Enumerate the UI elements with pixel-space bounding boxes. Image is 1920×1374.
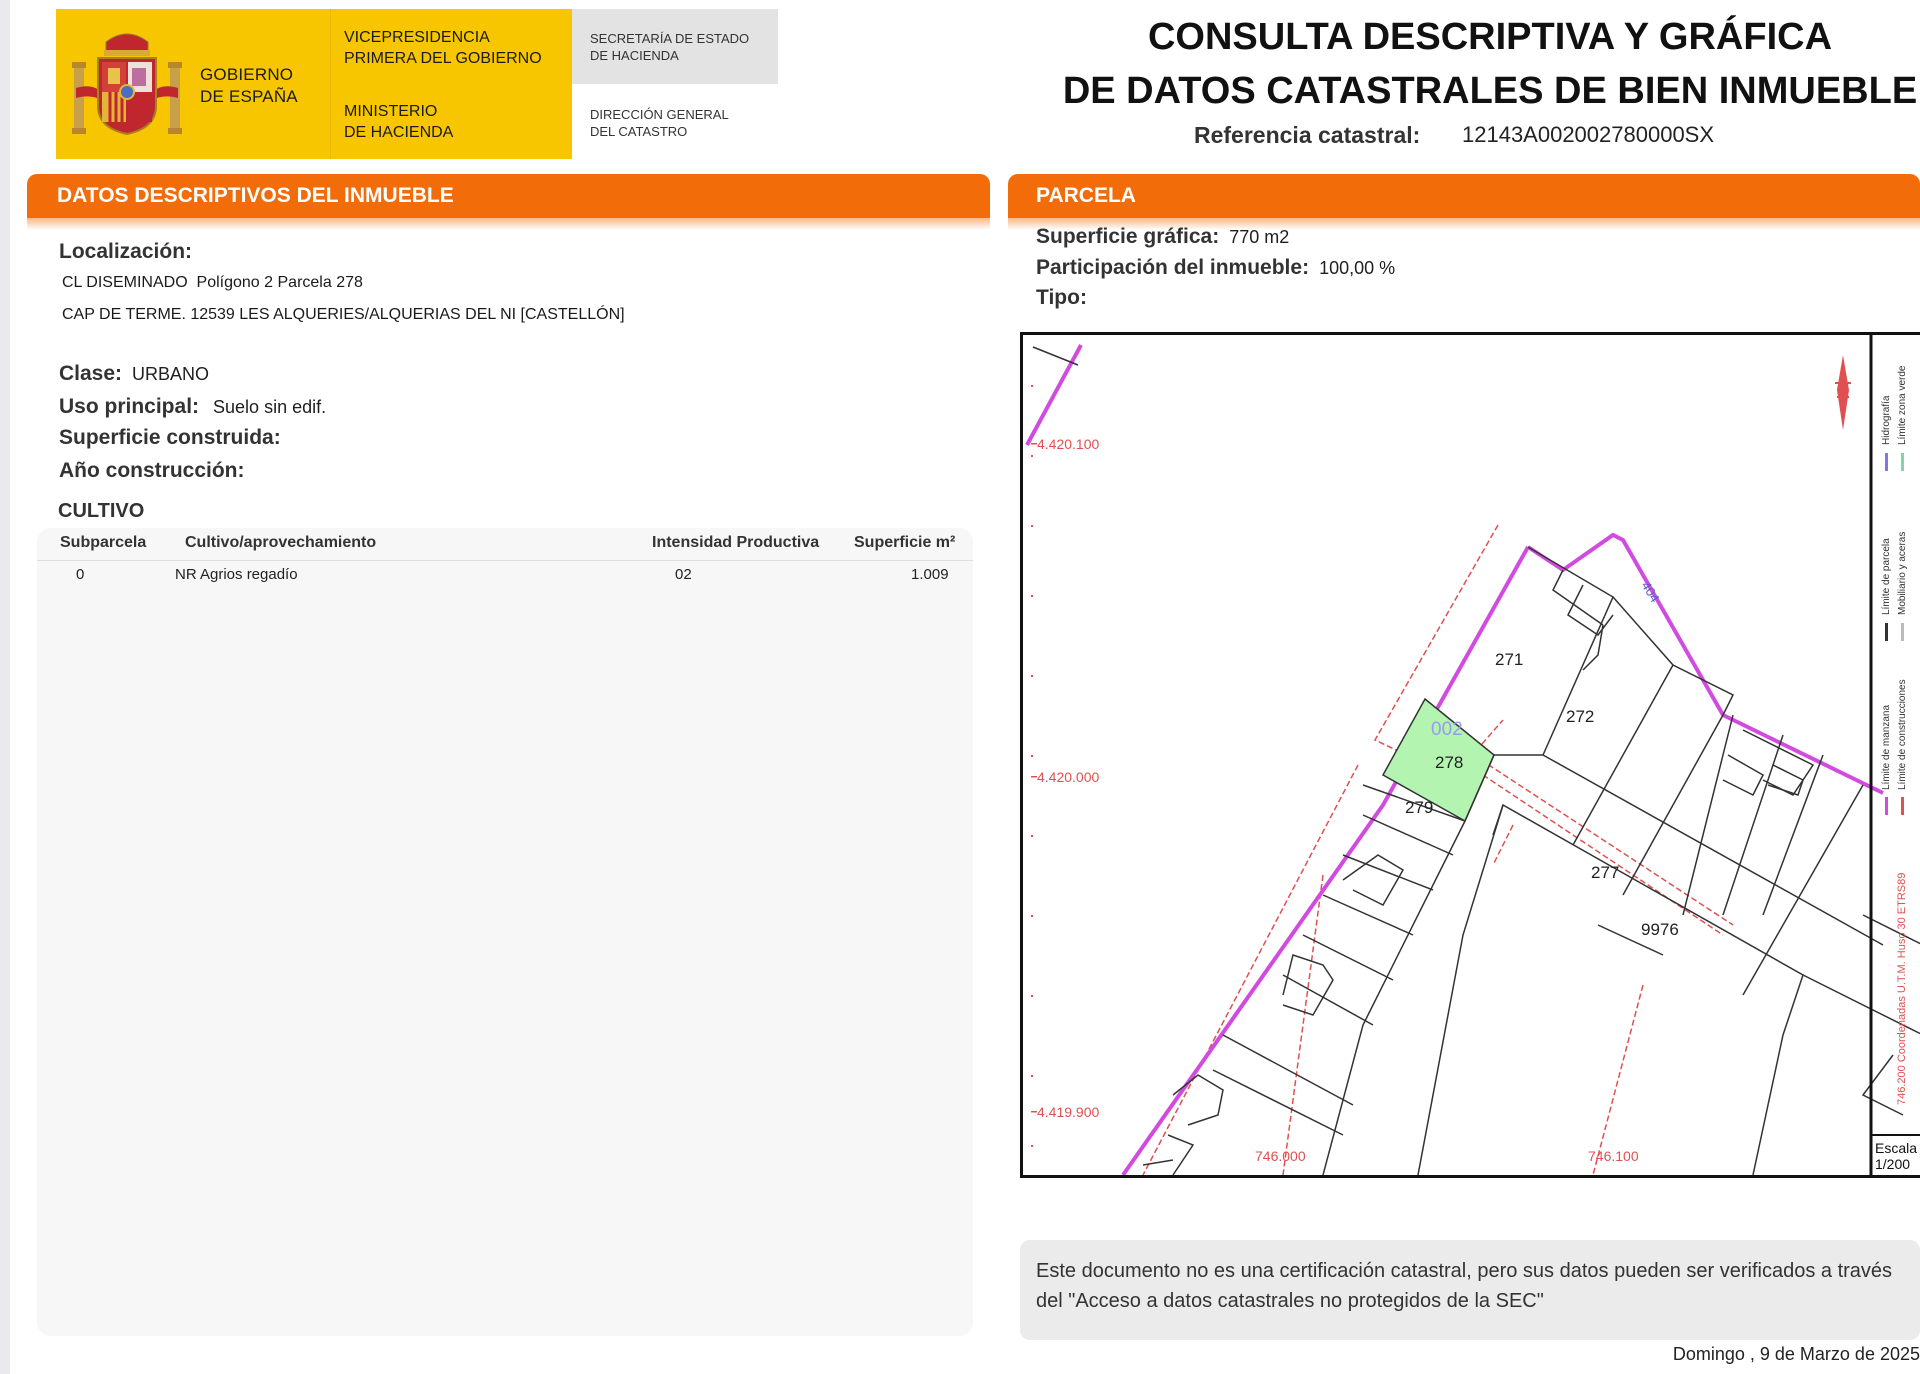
section-bar-shadow	[27, 218, 990, 230]
table-header-cultivo: Cultivo/aprovechamiento	[185, 534, 377, 551]
parcel-label-271: 271	[1495, 650, 1524, 669]
map-grid-ticks	[1031, 385, 1033, 1147]
tipo-row	[1036, 286, 1087, 310]
ministerio-text: MINISTERIO DE HACIENDA	[344, 103, 454, 141]
cadastral-map-drawing	[1023, 335, 1920, 1175]
anio-construccion-row	[59, 459, 245, 483]
localizacion-line-2: CAP DE TERME. 12539 LES ALQUERIES/ALQUERIAS DEL NI [CASTELLÓN]	[62, 306, 625, 323]
superficie-construida-row	[59, 426, 281, 450]
table-cell-cultivo: NR Agrios regadío	[175, 566, 298, 583]
superficie-grafica-row	[1036, 225, 1289, 249]
legend-zona-verde: Límite zona verde	[1897, 365, 1908, 445]
table-header-subparcela: Subparcela	[60, 534, 147, 551]
gobierno-de-espana-text: GOBIERNO DE ESPAÑA	[200, 65, 298, 106]
tipo-label: Tipo:	[1036, 286, 1087, 309]
legend-hidrografia: Hidrografía	[1881, 395, 1892, 445]
verification-note: Este documento no es una certificación catastral, pero sus datos pueden ser verificados a través del "Acceso a datos catastrales no protegidos de la SEC"	[1020, 1240, 1920, 1340]
superficie-construida-label: Superficie construida:	[59, 426, 281, 449]
cultivo-title: CULTIVO	[58, 500, 145, 522]
participacion-value: 100,00 %	[1319, 258, 1396, 278]
clase-row	[59, 362, 209, 386]
parcel-label-279: 279	[1405, 798, 1434, 817]
map-y-label-3: 4.419.900	[1037, 1104, 1100, 1120]
clase-label: Clase:	[59, 362, 123, 385]
superficie-grafica-value: 770 m2	[1229, 227, 1290, 247]
cultivo-table	[37, 528, 973, 1336]
clase-value: URBANO	[132, 364, 210, 384]
legend-construcciones: Límite de construcciones	[1897, 679, 1908, 790]
anio-construccion-label: Año construcción:	[59, 459, 245, 482]
localizacion-label: Localización:	[59, 240, 193, 263]
document-title: CONSULTA DESCRIPTIVA Y GRÁFICA DE DATOS CATASTRALES DE BIEN INMUEBLE	[1062, 16, 1918, 112]
table-header-divider	[37, 560, 973, 561]
secretaria-text: SECRETARÍA DE ESTADO DE HACIENDA	[590, 31, 750, 63]
vicepresidencia-text: VICEPRESIDENCIA PRIMERA DEL GOBIERNO	[344, 29, 542, 67]
table-cell-intensidad: 02	[675, 566, 692, 583]
table-cell-superficie: 1.009	[911, 566, 949, 583]
parcel-label-272: 272	[1566, 707, 1595, 726]
table-header-superficie: Superficie m²	[854, 534, 956, 551]
referencia-label: Referencia catastral:	[1194, 122, 1421, 148]
uso-principal-value: Suelo sin edif.	[213, 397, 327, 417]
section-bar-parcela: PARCELA	[1008, 174, 1920, 218]
participacion-row	[1036, 256, 1395, 280]
north-arrow-icon	[1835, 355, 1851, 430]
left-edge-strip	[0, 0, 10, 1374]
map-x-label-2: 746.100	[1588, 1148, 1639, 1164]
direccion-general-text: DIRECCIÓN GENERAL DEL CATASTRO	[590, 107, 729, 139]
coordinates-note: 746.200 Coordenadas U.T.M. Huso 30 ETRS89	[1896, 872, 1908, 1105]
superficie-grafica-label: Superficie gráfica:	[1036, 225, 1220, 248]
logo-divider	[330, 9, 331, 159]
map-x-label-1: 746.000	[1255, 1148, 1306, 1164]
parcel-label-278: 278	[1435, 753, 1464, 772]
construction-limits	[1143, 525, 1733, 1175]
legend-manzana: Límite de manzana	[1881, 704, 1892, 790]
legend-parcela: Límite de parcela	[1881, 538, 1892, 615]
coat-of-arms-icon	[72, 28, 182, 140]
scale-value: 1/200	[1875, 1156, 1911, 1172]
section-bar-datos-descriptivos: DATOS DESCRIPTIVOS DEL INMUEBLE	[27, 174, 990, 218]
table-cell-subparcela: 0	[76, 566, 85, 583]
scale-label: Escala	[1875, 1140, 1918, 1156]
referencia-value: 12143A002002780000SX	[1462, 122, 1715, 147]
legend-mobiliario: Mobiliario y aceras	[1897, 531, 1908, 615]
uso-principal-row	[59, 395, 326, 419]
street-number-label: 404	[1638, 578, 1663, 605]
participacion-label: Participación del inmueble:	[1036, 256, 1310, 279]
map-y-label-1: 4.420.100	[1037, 436, 1100, 452]
subparcel-label: 002	[1431, 719, 1463, 740]
map-y-label-2: 4.420.000	[1037, 769, 1100, 785]
localizacion-line-1: CL DISEMINADO Polígono 2 Parcela 278	[62, 274, 363, 291]
uso-principal-label: Uso principal:	[59, 395, 200, 418]
parcel-label-277: 277	[1591, 863, 1620, 882]
document-date: Domingo , 9 de Marzo de 2025	[1672, 1344, 1920, 1364]
parcel-label-9976: 9976	[1641, 920, 1679, 939]
table-header-intensidad: Intensidad Productiva	[652, 534, 820, 551]
cadastral-map[interactable]	[1020, 332, 1920, 1178]
referencia-catastral-row	[1194, 122, 1715, 149]
